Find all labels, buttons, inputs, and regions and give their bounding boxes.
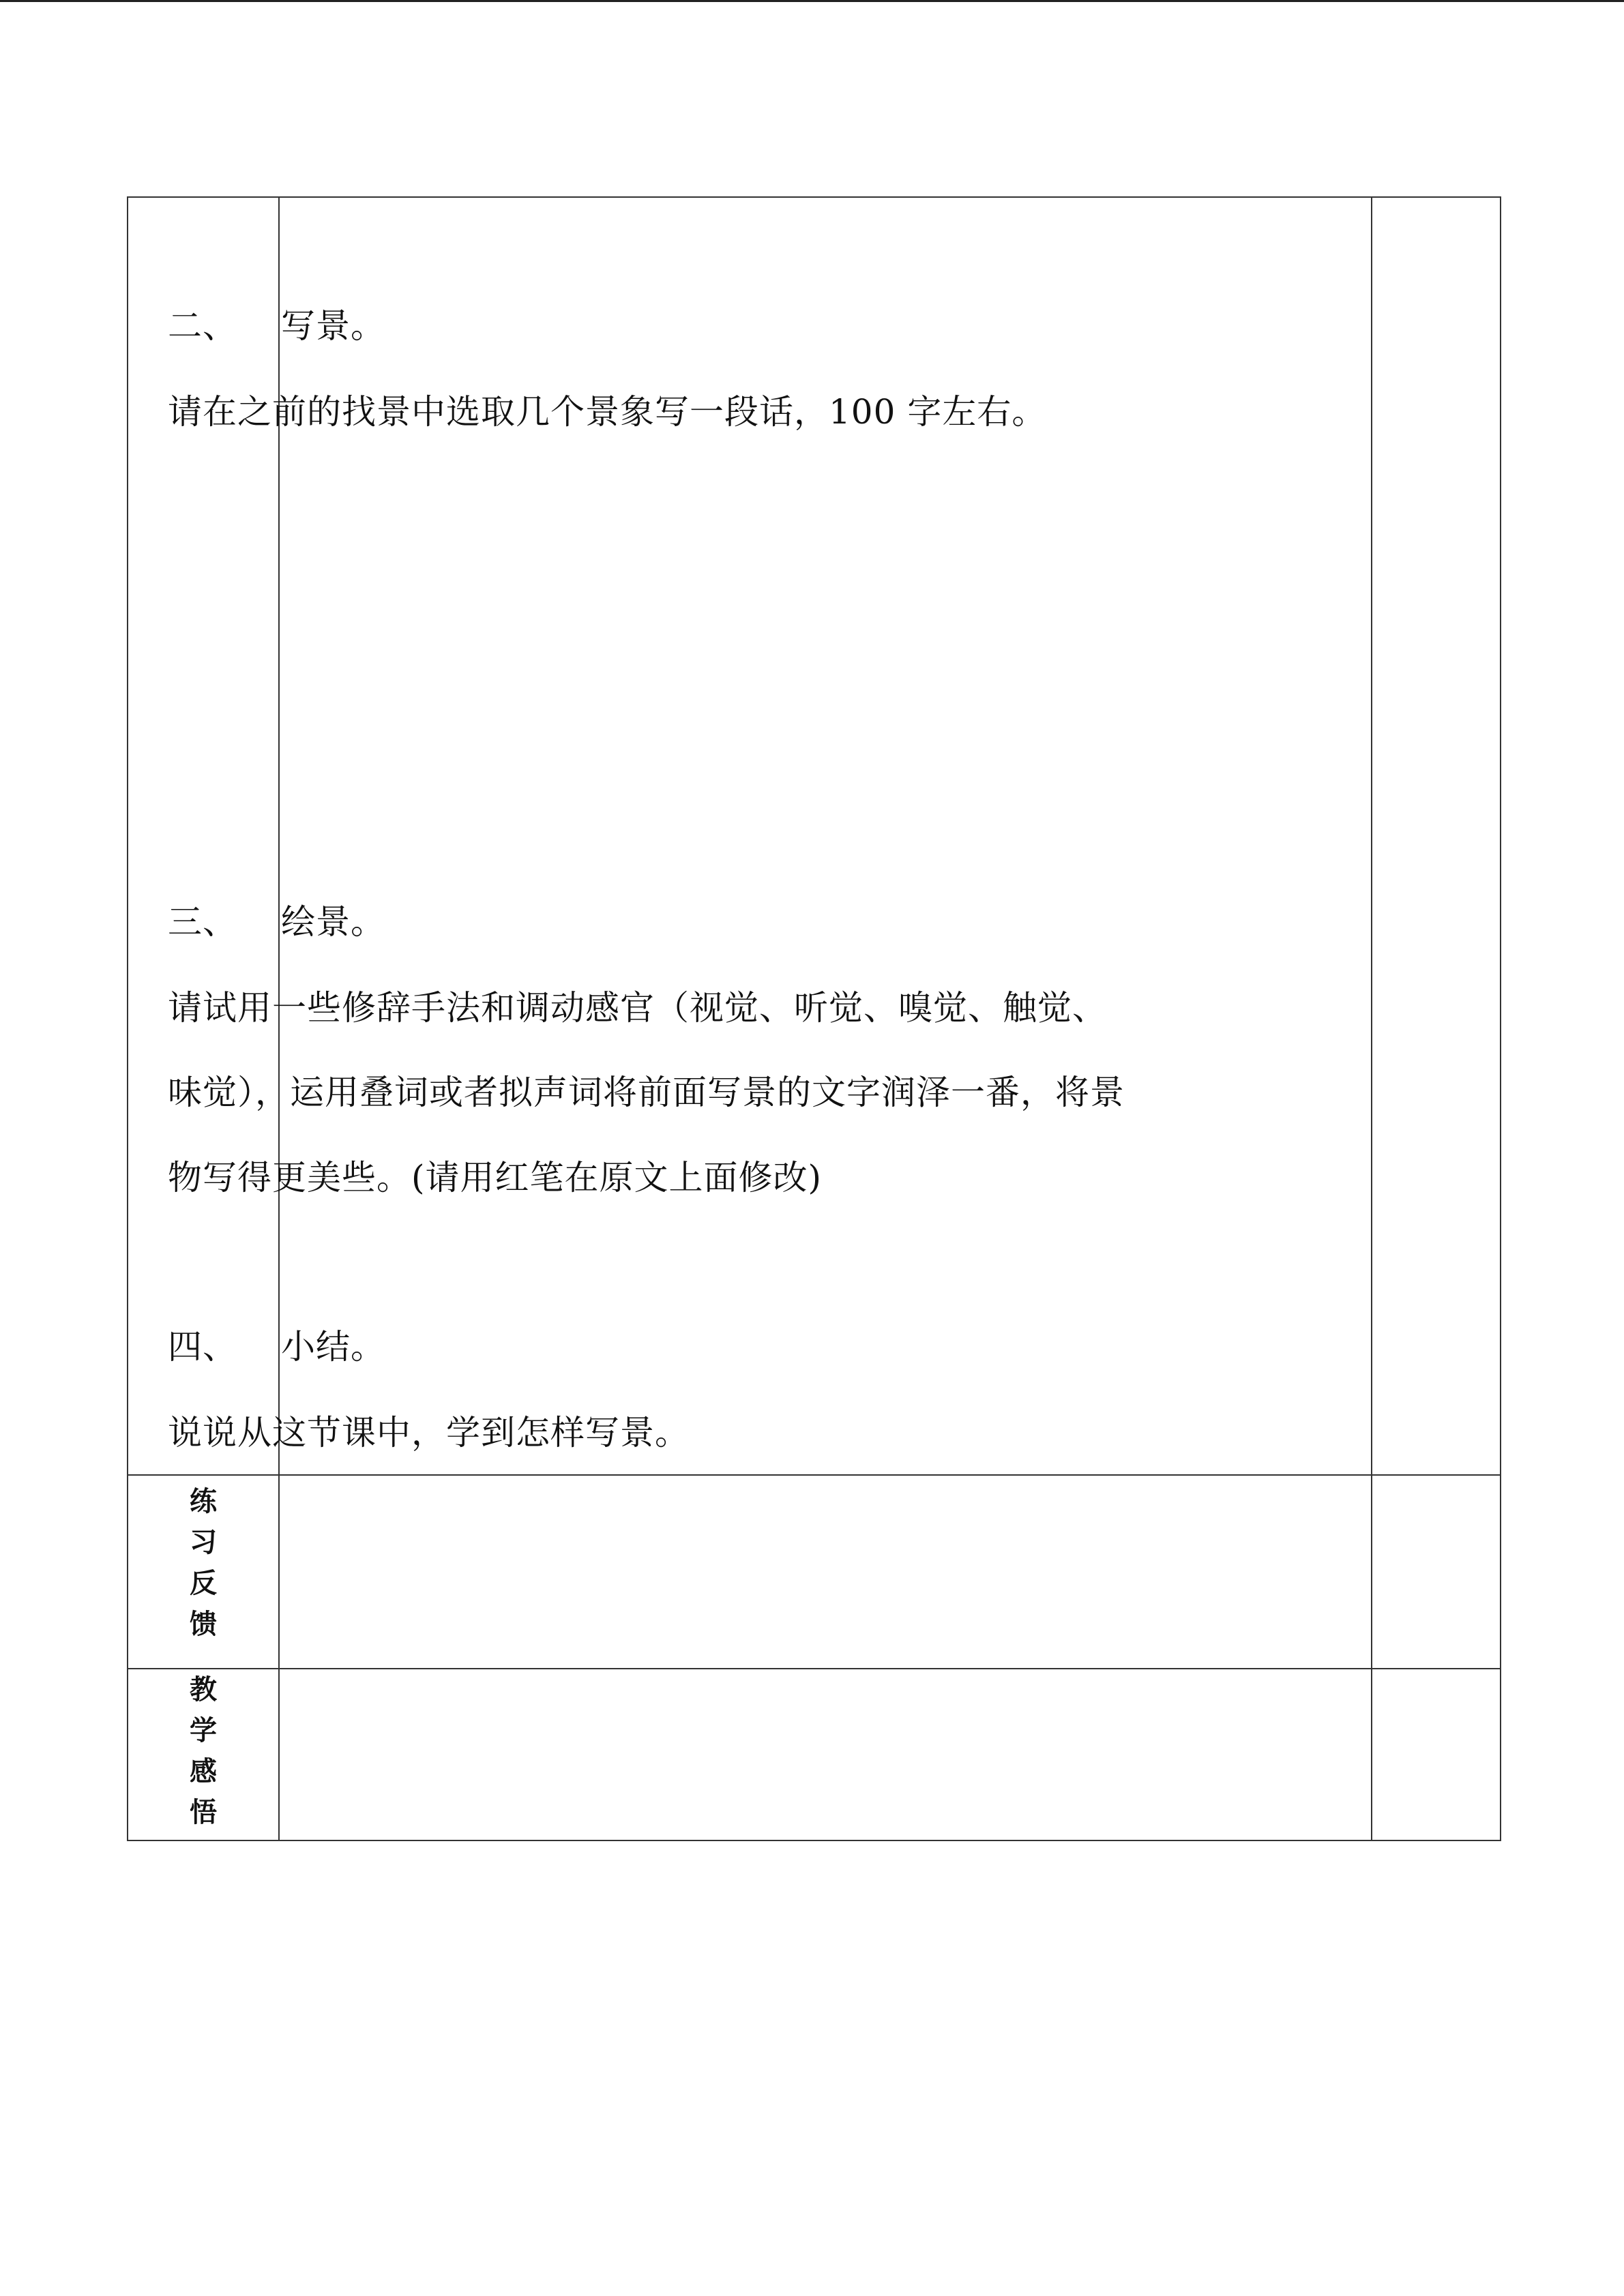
section-four-heading: [168, 1326, 385, 1367]
section-title: 绘景。: [281, 902, 385, 942]
section-number: 二、: [168, 306, 237, 346]
top-border-line: [0, 0, 1624, 2]
label-char: 教: [190, 1674, 217, 1705]
section-title: 小结。: [281, 1327, 385, 1367]
section-three-instruction-line: 请试用一些修辞手法和调动感官（视觉、听觉、嗅觉、触觉、: [168, 988, 1107, 1028]
section-four-instruction: 说说从这节课中，学到怎样写景。: [168, 1413, 690, 1452]
section-number: 四、: [168, 1327, 237, 1367]
section-two-heading: [168, 305, 385, 346]
section-two-instruction: 请在之前的找景中选取几个景象写一段话，100 字左右。: [168, 392, 1047, 432]
section-three-instruction-line: 味觉），运用叠词或者拟声词将前面写景的文字润泽一番，将景: [168, 1073, 1125, 1112]
label-char: 习: [190, 1527, 217, 1558]
notes-cell-practice: [1372, 1475, 1501, 1669]
section-three-instruction-line: 物写得更美些。(请用红笔在原文上面修改): [168, 1158, 823, 1197]
label-char: 学: [190, 1715, 217, 1746]
label-cell-empty: [128, 197, 279, 1475]
practice-feedback-label: [128, 1481, 278, 1645]
notes-cell-main: [1372, 197, 1501, 1475]
teaching-reflection-label: [128, 1669, 278, 1833]
section-title: 写景。: [281, 306, 385, 346]
section-three-heading: [168, 901, 385, 942]
label-char: 反: [190, 1568, 217, 1599]
section-number: 三、: [168, 902, 237, 942]
content-cell-reflection[interactable]: [279, 1669, 1372, 1840]
content-cell-practice[interactable]: [279, 1475, 1372, 1669]
label-char: 悟: [190, 1797, 217, 1828]
label-char: 练: [190, 1486, 217, 1517]
label-cell-reflection: [128, 1669, 279, 1840]
table-row-reflection: [128, 1669, 1501, 1840]
label-cell-practice: [128, 1475, 279, 1669]
table-row-practice: [128, 1475, 1501, 1669]
table-row-main: [128, 197, 1501, 1475]
content-cell-main: [279, 197, 1372, 1475]
notes-cell-reflection: [1372, 1669, 1501, 1840]
label-char: 感: [190, 1756, 217, 1787]
label-char: 馈: [190, 1609, 217, 1640]
